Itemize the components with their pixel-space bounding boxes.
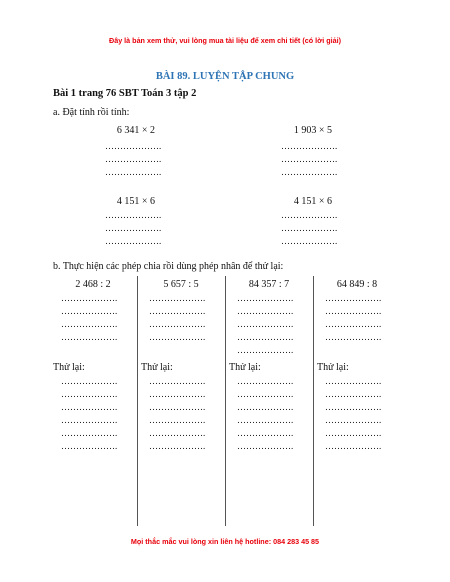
- expression-3: 4 151 × 6: [116, 196, 156, 207]
- answer-line: ……………….: [237, 345, 294, 355]
- hotline-footer: Mọi thắc mắc vui lòng xin liên hệ hotline: 084 283 45 85: [130, 537, 320, 546]
- check-label: Thử lại:: [229, 362, 261, 373]
- answer-line: ……………….: [237, 306, 294, 316]
- answer-line: ……………….: [325, 332, 382, 342]
- division-1: 2 468 : 2: [75, 279, 111, 290]
- check-label: Thử lại:: [317, 362, 349, 373]
- answer-line: ……………….: [237, 402, 294, 412]
- answer-line: ……………….: [281, 236, 338, 246]
- answer-line: ……………….: [237, 376, 294, 386]
- check-label: Thử lại:: [53, 362, 85, 373]
- answer-line: ……………….: [105, 223, 162, 233]
- page-title: BÀI 89. LUYỆN TẬP CHUNG: [155, 71, 295, 82]
- answer-line: ……………….: [105, 141, 162, 151]
- answer-line: ……………….: [149, 376, 206, 386]
- answer-line: ……………….: [105, 154, 162, 164]
- answer-line: ……………….: [237, 441, 294, 451]
- division-3: 84 357 : 7: [248, 279, 290, 290]
- answer-line: ……………….: [149, 402, 206, 412]
- answer-line: ……………….: [149, 441, 206, 451]
- answer-line: ……………….: [281, 154, 338, 164]
- answer-line: ……………….: [325, 441, 382, 451]
- answer-line: ……………….: [105, 167, 162, 177]
- expression-1: 6 341 × 2: [116, 125, 156, 136]
- answer-line: ……………….: [325, 389, 382, 399]
- answer-line: ……………….: [325, 319, 382, 329]
- answer-line: ……………….: [325, 402, 382, 412]
- answer-line: ……………….: [325, 293, 382, 303]
- division-2: 5 657 : 5: [163, 279, 199, 290]
- answer-line: ……………….: [61, 293, 118, 303]
- answer-line: ……………….: [149, 332, 206, 342]
- answer-line: ……………….: [237, 415, 294, 425]
- answer-line: ……………….: [237, 293, 294, 303]
- answer-line: ……………….: [61, 306, 118, 316]
- answer-line: ……………….: [149, 319, 206, 329]
- answer-line: ……………….: [281, 141, 338, 151]
- answer-line: ……………….: [149, 389, 206, 399]
- preview-banner: Đây là bản xem thử, vui lòng mua tài liệu để xem chi tiết (có lời giải): [109, 36, 341, 45]
- answer-line: ……………….: [325, 428, 382, 438]
- column-divider: [137, 276, 138, 526]
- division-4: 64 849 : 8: [336, 279, 378, 290]
- answer-line: ……………….: [237, 428, 294, 438]
- answer-line: ……………….: [105, 236, 162, 246]
- answer-line: ……………….: [105, 210, 162, 220]
- answer-line: ……………….: [237, 319, 294, 329]
- exercise-heading: Bài 1 trang 76 SBT Toán 3 tập 2: [53, 88, 197, 99]
- answer-line: ……………….: [325, 306, 382, 316]
- answer-line: ……………….: [281, 210, 338, 220]
- answer-line: ……………….: [149, 306, 206, 316]
- answer-line: ……………….: [61, 402, 118, 412]
- answer-line: ……………….: [149, 293, 206, 303]
- answer-line: ……………….: [61, 415, 118, 425]
- answer-line: ……………….: [61, 441, 118, 451]
- part-a-label: a. Đặt tính rồi tính:: [53, 107, 130, 118]
- answer-line: ……………….: [281, 223, 338, 233]
- answer-line: ……………….: [61, 428, 118, 438]
- answer-line: ……………….: [61, 332, 118, 342]
- part-b-label: b. Thực hiện các phép chia rồi dùng phép nhân để thử lại:: [53, 261, 284, 272]
- column-divider: [313, 276, 314, 526]
- expression-4: 4 151 × 6: [293, 196, 333, 207]
- answer-line: ……………….: [237, 332, 294, 342]
- column-divider: [225, 276, 226, 526]
- answer-line: ……………….: [281, 167, 338, 177]
- answer-line: ……………….: [325, 376, 382, 386]
- answer-line: ……………….: [61, 376, 118, 386]
- answer-line: ……………….: [61, 389, 118, 399]
- answer-line: ……………….: [237, 389, 294, 399]
- answer-line: ……………….: [61, 319, 118, 329]
- answer-line: ……………….: [149, 428, 206, 438]
- check-label: Thử lại:: [141, 362, 173, 373]
- answer-line: ……………….: [325, 415, 382, 425]
- answer-line: ……………….: [149, 415, 206, 425]
- expression-2: 1 903 × 5: [293, 125, 333, 136]
